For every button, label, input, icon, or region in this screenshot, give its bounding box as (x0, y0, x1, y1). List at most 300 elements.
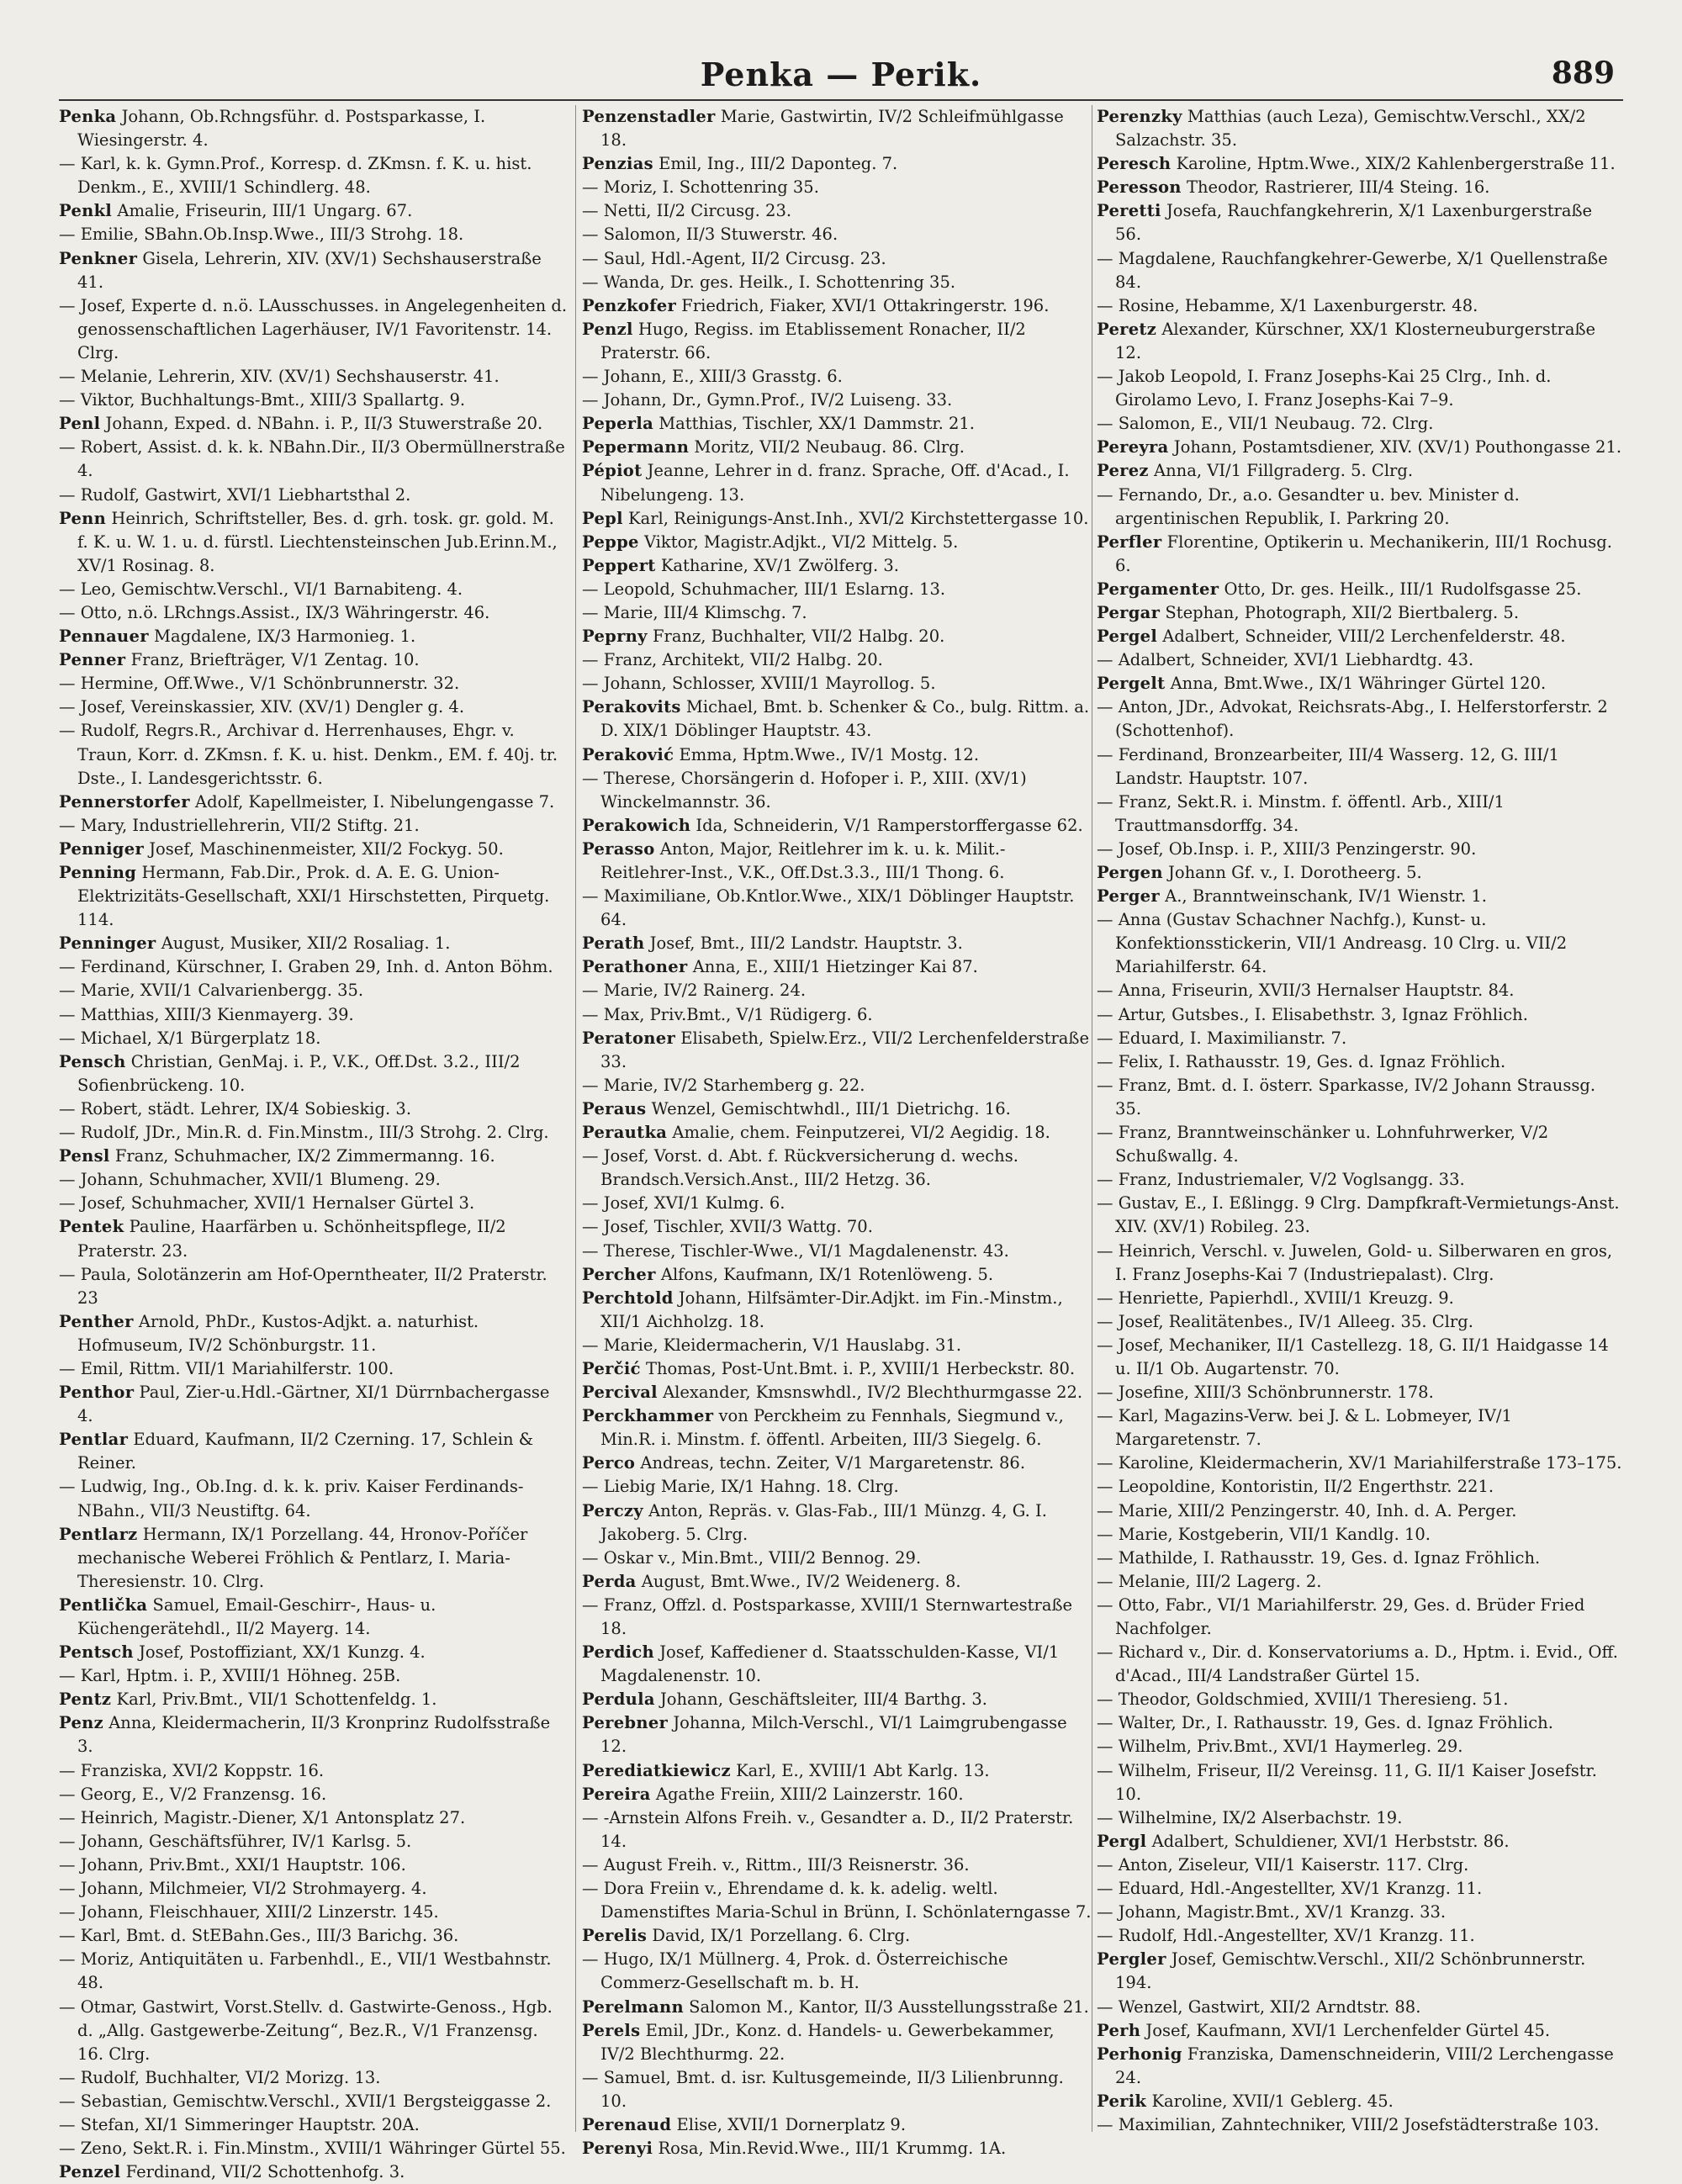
directory-entry (1097, 1381, 1623, 1404)
directory-entry (582, 672, 1092, 695)
directory-entry (59, 1688, 569, 1711)
directory-entry (582, 199, 1092, 223)
entry-text: — Leopold, Schuhmacher, III/1 Eslarng. 13. (582, 579, 946, 599)
page-title: Penka — Perik. (700, 56, 982, 93)
directory-entry (1097, 838, 1623, 861)
directory-entry (59, 365, 569, 389)
entry-text: — Josef, Experte d. n.ö. LAusschusses. in Angelegenheiten d. genossenschaftlichen Lagerhäuser, IV/1 Favoritenstr. 14. Clrg. (59, 295, 568, 362)
directory-entry (59, 932, 569, 955)
column-1 (59, 105, 569, 2182)
entry-text: Hermann, Fab.Dir., Prok. d. A. E. G. Union-Elektrizitäts-Gesellschaft, XXI/1 Hirschstetten, Pirquetg. 114. (77, 863, 550, 930)
entry-surname: Perhonig (1097, 2044, 1182, 2064)
directory-entry (59, 152, 569, 199)
entry-text: — Richard v., Dir. d. Konservatoriums a. D., Hptm. i. Evid., Off. d'Acad., III/4 Landstraßer Gürtel 15. (1097, 1642, 1618, 1686)
entry-text: — Saul, Hdl.-Agent, II/2 Circusg. 23. (582, 248, 886, 268)
directory-entry (59, 2137, 569, 2160)
entry-text: — Johann, Schlosser, XVIII/1 Mayrollog. 5. (582, 674, 936, 694)
entry-surname: Penzkofer (582, 295, 677, 315)
entry-text: Johanna, Milch-Verschl., VI/1 Laimgrubengasse 12. (600, 1713, 1067, 1757)
directory-entry (582, 247, 1092, 271)
entry-text: — Leo, Gemischtw.Verschl., VI/1 Barnabiteng. 4. (59, 579, 463, 599)
entry-surname: Pensch (59, 1051, 126, 1071)
directory-entry (59, 814, 569, 838)
entry-surname: Penkl (59, 201, 113, 221)
directory-entry (1097, 1688, 1623, 1711)
entry-surname: Perenaud (582, 2114, 672, 2134)
entry-surname: Peraus (582, 1098, 647, 1118)
entry-text: — Leopoldine, Kontoristin, II/2 Engerthstr. 221. (1097, 1477, 1494, 1497)
directory-entry (59, 1381, 569, 1428)
entry-text: — Sebastian, Gemischtw.Verschl., XVII/1 Bergsteiggasse 2. (59, 2091, 552, 2111)
entry-text: Alexander, Kmsnswhdl., IV/2 Blechthurmgasse 22. (663, 1383, 1083, 1403)
directory-entry (1097, 2043, 1623, 2090)
entry-text: Johann, Exped. d. NBahn. i. P., II/3 Stuwerstraße 20. (105, 414, 543, 434)
entry-text: — Gustav, E., I. Eßlingg. 9 Clrg. Dampfkraft-Vermietungs-Anst. XIV. (XV/1) Robileg. 23. (1097, 1193, 1620, 1237)
directory-entry (1097, 1523, 1623, 1547)
entry-surname: Penninger (59, 933, 156, 954)
entry-surname: Peraković (582, 744, 674, 764)
directory-entry (59, 1711, 569, 1758)
directory-entry (1097, 1310, 1623, 1334)
entry-surname: Perchtold (582, 1288, 674, 1308)
directory-entry (1097, 601, 1623, 625)
entry-text: Adalbert, Schuldiener, XVI/1 Herbststr. 86. (1151, 1831, 1510, 1851)
entry-surname: Penn (59, 508, 107, 528)
entry-surname: Perebner (582, 1713, 669, 1733)
directory-entry (582, 578, 1092, 601)
directory-entry (1097, 1074, 1623, 1121)
column-divider (575, 105, 576, 2132)
directory-entry (59, 2113, 569, 2137)
entry-text: — Josef, Realitätenbes., IV/1 Alleeg. 35. Clrg. (1097, 1311, 1473, 1331)
entry-text: — Therese, Tischler-Wwe., VI/1 Magdalenenstr. 43. (582, 1240, 1009, 1261)
entry-text: — Theodor, Goldschmied, XVIII/1 Theresieng. 51. (1097, 1690, 1509, 1710)
directory-entry (582, 554, 1092, 578)
entry-text: August, Musiker, XII/2 Rosaliag. 1. (161, 933, 451, 954)
directory-entry (1097, 1830, 1623, 1853)
entry-surname: Percher (582, 1264, 656, 1284)
directory-entry (582, 767, 1092, 814)
directory-entry (1097, 1853, 1623, 1877)
entry-surname: Perda (582, 1571, 637, 1591)
entry-text: Johann Gf. v., I. Dorotheerg. 5. (1168, 863, 1422, 882)
entry-text: Wenzel, Gemischtwhdl., III/1 Dietrichg. 16. (651, 1098, 1011, 1118)
entry-text: — Moriz, Antiquitäten u. Farbenhdl., E., VII/1 Westbahnstr. 48. (59, 1949, 552, 1993)
entry-text: — Zeno, Sekt.R. i. Fin.Minstm., XVIII/1 Währinger Gürtel 55. (59, 2139, 566, 2159)
entry-text: — Moriz, I. Schottenring 35. (582, 177, 819, 198)
entry-text: — Josef, Vorst. d. Abt. f. Rückversicherung d. wechs. Brandsch.Versich.Anst., III/2 Hetzg. 36. (582, 1146, 1018, 1190)
directory-entry (582, 979, 1092, 1002)
entry-text: Michael, Bmt. b. Schenker & Co., bulg. Rittm. a. D. XIX/1 Döblinger Hauptstr. 43. (600, 697, 1090, 741)
entry-text: — Johann, Priv.Bmt., XXI/1 Hauptstr. 106. (59, 1854, 406, 1875)
directory-entry (59, 1806, 569, 1830)
directory-entry (1097, 1240, 1623, 1287)
directory-entry (59, 294, 569, 365)
entry-surname: Pentsch (59, 1642, 134, 1663)
entry-surname: Pentlar (59, 1430, 129, 1450)
entry-text: — Wilhelm, Friseur, II/2 Vereinsg. 11, G. II/1 Kaiser Josefstr. 10. (1097, 1760, 1597, 1804)
entry-text: — Franziska, XVI/2 Koppstr. 16. (59, 1760, 325, 1780)
entry-text: — Wilhelm, Priv.Bmt., XVI/1 Haymerleg. 29. (1097, 1737, 1463, 1757)
directory-entry (582, 1759, 1092, 1783)
entry-text: — Franz, Industriemaler, V/2 Voglsangg. 33. (1097, 1170, 1465, 1190)
entry-surname: Pergl (1097, 1831, 1147, 1851)
directory-entry (59, 1003, 569, 1027)
directory-entry (1097, 484, 1623, 531)
entry-text: Alfons, Kaufmann, IX/1 Rotenlöweng. 5. (660, 1264, 994, 1284)
entry-text: Friedrich, Fiaker, XVI/1 Ottakringerstr. 196. (681, 295, 1050, 315)
entry-surname: Perger (1097, 886, 1160, 907)
directory-entry (59, 1168, 569, 1192)
entry-text: — Karl, Hptm. i. P., XVIII/1 Höhneg. 25B. (59, 1666, 401, 1686)
directory-entry (59, 223, 569, 246)
directory-entry (1097, 578, 1623, 601)
entry-text: Franz, Buchhalter, VII/2 Halbg. 20. (652, 627, 945, 647)
directory-entry (59, 105, 569, 152)
entry-text: Otto, Dr. ges. Heilk., III/1 Rudolfsgasse 25. (1224, 579, 1582, 599)
directory-entry (1097, 1735, 1623, 1758)
entry-text: Anton, Repräs. v. Glas-Fab., III/1 Münzg. 4, G. I. Jakoberg. 5. Clrg. (600, 1500, 1047, 1544)
entry-surname: Penthor (59, 1383, 135, 1403)
directory-entry (59, 1594, 569, 1641)
directory-entry (1097, 672, 1623, 695)
entry-text: Agathe Freiin, XIII/2 Lainzerstr. 160. (655, 1784, 964, 1804)
entry-surname: Pentlarz (59, 1524, 138, 1544)
directory-entry (582, 1287, 1092, 1334)
directory-entry (1097, 1003, 1623, 1027)
directory-entry (582, 436, 1092, 459)
directory-entry (59, 484, 569, 507)
entry-text: — Josef, Vereinskassier, XIV. (XV/1) Dengler g. 4. (59, 697, 465, 717)
entry-text: — Rosine, Hebamme, X/1 Laxenburgerstr. 48. (1097, 295, 1478, 315)
directory-entry (582, 1074, 1092, 1097)
directory-entry (59, 1475, 569, 1522)
entry-text: — Paula, Solotänzerin am Hof-Operntheater, II/2 Praterstr. 23 (59, 1264, 547, 1308)
entry-text: Matthias (auch Leza), Gemischtw.Verschl., XX/2 Salzachstr. 35. (1115, 107, 1586, 151)
entry-text: — Henriette, Papierhdl., XVIII/1 Kreuzg. 9. (1097, 1288, 1454, 1308)
directory-entry (59, 1759, 569, 1783)
entry-surname: Percival (582, 1383, 658, 1403)
entry-text: Karoline, XVII/1 Geblerg. 45. (1151, 2091, 1394, 2111)
directory-entry (59, 625, 569, 648)
entry-surname: Pergler (1097, 1949, 1166, 1970)
entry-text: — Melanie, III/2 Lagerg. 2. (1097, 1571, 1322, 1591)
directory-entry (1097, 1996, 1623, 2019)
entry-surname: Penner (59, 650, 126, 670)
directory-entry (582, 271, 1092, 294)
entry-text: — Johann, Geschäftsführer, IV/1 Karlsg. 5. (59, 1831, 412, 1851)
directory-entry (1097, 1121, 1623, 1168)
entry-text: Christian, GenMaj. i. P., V.K., Off.Dst. 3.2., III/2 Sofienbrückeng. 10. (77, 1051, 521, 1095)
entry-text: — Mathilde, I. Rathausstr. 19, Ges. d. Ignaz Fröhlich. (1097, 1547, 1541, 1568)
entry-text: — Salomon, E., VII/1 Neubaug. 72. Clrg. (1097, 414, 1434, 434)
entry-text: — Mary, Industriellehrerin, VII/2 Stiftg. 21. (59, 815, 420, 835)
directory-entry (1097, 1594, 1623, 1641)
directory-entry (59, 1097, 569, 1121)
entry-text: Samuel, Email-Geschirr-, Haus- u. Küchengerätehdl., II/2 Mayerg. 14. (77, 1594, 436, 1638)
directory-entry (582, 365, 1092, 389)
directory-entry (582, 1145, 1092, 1192)
entry-surname: Perfler (1097, 531, 1162, 552)
entry-text: Ferdinand, VII/2 Schottenhofg. 3. (125, 2162, 405, 2182)
entry-text: — August Freih. v., Rittm., III/3 Reisnerstr. 36. (582, 1854, 970, 1875)
directory-entry (582, 695, 1092, 743)
entry-text: Karl, Reinigungs-Anst.Inh., XVI/2 Kirchstettergasse 10. (628, 508, 1089, 528)
directory-entry (1097, 1901, 1623, 1924)
entry-text: — Eduard, Hdl.-Angestellter, XV/1 Kranzg. 11. (1097, 1879, 1483, 1899)
entry-text: — Franz, Branntweinschänker u. Lohnfuhrwerker, V/2 Schußwallg. 4. (1097, 1123, 1549, 1166)
directory-entry (582, 223, 1092, 246)
entry-text: Rosa, Min.Revid.Wwe., III/1 Krummg. 1A. (658, 2139, 1007, 2159)
entry-text: — Eduard, I. Maximilianstr. 7. (1097, 1028, 1347, 1048)
entry-surname: Penz (59, 1713, 103, 1733)
entry-text: — Franz, Offzl. d. Postsparkasse, XVIII/1 Sternwartestraße 18. (582, 1594, 1073, 1638)
column-2 (582, 105, 1092, 2159)
directory-entry (59, 2066, 569, 2090)
entry-text: Josef, Gemischtw.Verschl., XII/2 Schönbrunnerstr. 194. (1115, 1949, 1586, 1993)
entry-text: — Ferdinand, Kürschner, I. Graben 29, Inh. d. Anton Böhm. (59, 957, 553, 977)
directory-entry (59, 1050, 569, 1097)
entry-surname: Penl (59, 414, 101, 434)
entry-text: Stephan, Photograph, XII/2 Biertbalerg. 5. (1165, 602, 1520, 622)
entry-surname: Pennerstorfer (59, 791, 190, 812)
entry-text: — Artur, Gutsbes., I. Elisabethstr. 3, Ignaz Fröhlich. (1097, 1004, 1528, 1024)
directory-entry (1097, 1547, 1623, 1570)
entry-text: — Wilhelmine, IX/2 Alserbachstr. 19. (1097, 1807, 1403, 1827)
entry-surname: Perik (1097, 2091, 1147, 2111)
entry-text: Gisela, Lehrerin, XIV. (XV/1) Sechshauserstraße 41. (77, 248, 542, 292)
directory-entry (59, 955, 569, 979)
entry-surname: Perakowich (582, 815, 691, 835)
directory-entry (582, 1475, 1092, 1499)
entry-text: — Oskar v., Min.Bmt., VIII/2 Bennog. 29. (582, 1547, 922, 1568)
entry-surname: Peratoner (582, 1028, 676, 1048)
directory-entry (582, 294, 1092, 318)
entry-text: Anna, Bmt.Wwe., IX/1 Währinger Gürtel 120. (1170, 674, 1547, 694)
entry-text: Josef, Maschinenmeister, XII/2 Fockyg. 50. (149, 838, 504, 859)
directory-entry (582, 601, 1092, 625)
directory-entry (1097, 2113, 1623, 2137)
entry-surname: Peperla (582, 414, 654, 434)
entry-text: Josefa, Rauchfangkehrerin, X/1 Laxenburgerstraße 56. (1115, 201, 1593, 245)
entry-text: — Josef, Mechaniker, II/1 Castellezg. 18, G. II/1 Haidgasse 14 u. II/1 Ob. Augartenstr. 70. (1097, 1335, 1609, 1378)
entry-text: Anna, VI/1 Fillgraderg. 5. Clrg. (1154, 461, 1414, 481)
directory-entry (582, 389, 1092, 412)
directory-entry (59, 1357, 569, 1381)
entry-surname: Penniger (59, 838, 145, 859)
entry-surname: Pentek (59, 1217, 124, 1237)
directory-entry (1097, 531, 1623, 578)
directory-entry (582, 459, 1092, 506)
entry-text: — Johann, Schuhmacher, XVII/1 Blumeng. 29. (59, 1170, 441, 1190)
entry-surname: Pentlička (59, 1594, 148, 1615)
entry-text: — Otto, n.ö. LRchngs.Assist., IX/3 Währingerstr. 46. (59, 602, 490, 622)
entry-surname: Penning (59, 863, 137, 882)
directory-entry (59, 1783, 569, 1806)
directory-entry (1097, 1570, 1623, 1594)
entry-text: — Anton, JDr., Advokat, Reichsrats-Abg., I. Helferstorferstr. 2 (Schottenhof). (1097, 697, 1608, 741)
entry-text: — Michael, X/1 Bürgerplatz 18. (59, 1028, 321, 1048)
entry-text: Viktor, Magistr.Adjkt., VI/2 Mittelg. 5. (643, 531, 959, 552)
directory-entry (582, 105, 1092, 152)
entry-text: — Heinrich, Magistr.-Diener, X/1 Antonsplatz 27. (59, 1807, 466, 1827)
entry-surname: Pennauer (59, 627, 149, 647)
entry-surname: Perath (582, 933, 645, 954)
entry-text: David, IX/1 Porzellang. 6. Clrg. (652, 1926, 911, 1946)
directory-entry (582, 1853, 1092, 1877)
entry-text: von Perckheim zu Fennhals, Siegmund v., Min.R. i. Minstm. f. öffentl. Arbeiten, III/3 Siegelg. 6. (600, 1406, 1064, 1450)
directory-entry (582, 1641, 1092, 1688)
directory-entry (582, 1003, 1092, 1027)
entry-surname: Penzias (582, 154, 653, 174)
directory-entry (59, 1428, 569, 1475)
directory-entry (582, 1711, 1092, 1758)
directory-entry (582, 814, 1092, 838)
entry-text: — Anton, Ziseleur, VII/1 Kaiserstr. 117. Clrg. (1097, 1854, 1469, 1875)
entry-text: Emma, Hptm.Wwe., IV/1 Mostg. 12. (679, 744, 980, 764)
entry-text: — Marie, Kostgeberin, VII/1 Kandlg. 10. (1097, 1524, 1431, 1544)
entry-text: — Karl, k. k. Gymn.Prof., Korresp. d. ZKmsn. f. K. u. hist. Denkm., E., XVIII/1 Schindlerg. 48. (59, 154, 532, 198)
directory-entry (59, 861, 569, 932)
entry-text: Matthias, Tischler, XX/1 Dammstr. 21. (659, 414, 976, 434)
entry-surname: Peretti (1097, 201, 1161, 221)
directory-entry (59, 695, 569, 719)
entry-text: — Georg, E., V/2 Franzensg. 16. (59, 1784, 327, 1804)
directory-entry (582, 1215, 1092, 1239)
entry-text: — Marie, XIII/2 Penzingerstr. 40, Inh. d. A. Perger. (1097, 1500, 1517, 1520)
entry-text: Andreas, techn. Zeiter, V/1 Margaretenstr. 86. (640, 1453, 1026, 1473)
directory-entry (59, 979, 569, 1002)
directory-entry (59, 1853, 569, 1877)
entry-text: — Maximilian, Zahntechniker, VIII/2 Josefstädterstraße 103. (1097, 2114, 1600, 2134)
entry-text: Katharine, XV/1 Zwölferg. 3. (660, 555, 900, 575)
entry-text: Johann, Ob.Rchngsführ. d. Postsparkasse, I. Wiesingerstr. 4. (77, 107, 486, 151)
directory-entry (582, 625, 1092, 648)
directory-entry (582, 1097, 1092, 1121)
directory-entry (582, 885, 1092, 932)
entry-surname: Peppe (582, 531, 639, 552)
entry-text: Pauline, Haarfärben u. Schönheitspflege, II/2 Praterstr. 23. (77, 1217, 506, 1261)
entry-surname: Perh (1097, 2020, 1141, 2040)
entry-text: — Ludwig, Ing., Ob.Ing. d. k. k. priv. Kaiser Ferdinands-NBahn., VII/3 Neustiftg. 64. (59, 1477, 524, 1520)
entry-surname: Perasso (582, 838, 655, 859)
directory-entry (582, 2019, 1092, 2066)
entry-text: Elisabeth, Spielw.Erz., VII/2 Lerchenfelderstraße 33. (600, 1028, 1089, 1071)
entry-text: — Samuel, Bmt. d. isr. Kultusgemeinde, II/3 Lilienbrunng. 10. (582, 2067, 1064, 2111)
entry-text: — Wenzel, Gastwirt, XII/2 Arndtstr. 88. (1097, 1996, 1421, 2017)
directory-entry (582, 1357, 1092, 1381)
entry-surname: Perathoner (582, 957, 688, 977)
directory-entry (1097, 1192, 1623, 1239)
entry-text: Amalie, chem. Feinputzerei, VI/2 Aegidig. 18. (672, 1123, 1050, 1143)
entry-text: — Karoline, Kleidermacherin, XV/1 Mariahilferstraße 173–175. (1097, 1453, 1622, 1473)
entry-text: — Marie, XVII/1 Calvarienbergg. 35. (59, 981, 364, 1001)
entry-text: Josef, Bmt., III/2 Landstr. Hauptstr. 3. (649, 933, 963, 954)
directory-entry (59, 412, 569, 436)
directory-entry (582, 1192, 1092, 1215)
entry-text: — Rudolf, Regrs.R., Archivar d. Herrenhauses, Ehgr. v. Traun, Korr. d. ZKmsn. f. K. u. hist. Denkm., EM. f. 40j. tr. Dste., I. Landesgerichtsstr. 6. (59, 721, 558, 788)
directory-entry (582, 152, 1092, 176)
entry-text: Emil, JDr., Konz. d. Handels- u. Gewerbekammer, IV/2 Blechthurmg. 22. (600, 2020, 1055, 2064)
directory-entry (1097, 294, 1623, 318)
entry-text: Anna, Kleidermacherin, II/3 Kronprinz Rudolfsstraße 3. (77, 1713, 551, 1757)
directory-entry (1097, 1334, 1623, 1381)
directory-entry (59, 2090, 569, 2113)
entry-text: Josef, Postoffiziant, XX/1 Kunzg. 4. (139, 1642, 426, 1663)
directory-entry (1097, 1924, 1623, 1948)
entry-text: Johann, Geschäftsleiter, III/4 Barthg. 3. (659, 1690, 987, 1710)
entry-text: August, Bmt.Wwe., IV/2 Weidenerg. 8. (641, 1571, 961, 1591)
entry-surname: Perez (1097, 461, 1149, 481)
entry-text: Jeanne, Lehrer in d. franz. Sprache, Off. d'Acad., I. Nibelungeng. 13. (600, 461, 1070, 505)
entry-text: Franziska, Damenschneiderin, VIII/2 Lerchengasse 24. (1115, 2044, 1614, 2087)
entry-text: — Ferdinand, Bronzearbeiter, III/4 Wasserg. 12, G. III/1 Landstr. Hauptstr. 107. (1097, 744, 1559, 788)
directory-entry (1097, 648, 1623, 672)
entry-text: — Jakob Leopold, I. Franz Josephs-Kai 25 Clrg., Inh. d. Girolamo Levo, I. Franz Josephs-Kai 7–9. (1097, 367, 1552, 410)
entry-surname: Pergel (1097, 627, 1158, 647)
directory-entry (582, 648, 1092, 672)
directory-entry (1097, 791, 1623, 838)
directory-entry (1097, 1050, 1623, 1074)
entry-surname: Perco (582, 1453, 636, 1473)
entry-text: — Max, Priv.Bmt., V/1 Rüdigerg. 6. (582, 1004, 873, 1024)
entry-text: Karoline, Hptm.Wwe., XIX/2 Kahlenbergerstraße 11. (1176, 154, 1616, 174)
entry-text: Franz, Briefträger, V/1 Zentag. 10. (130, 650, 420, 670)
entry-text: — Marie, Kleidermacherin, V/1 Hauslabg. 31. (582, 1335, 962, 1355)
entry-text: — Johann, Dr., Gymn.Prof., IV/2 Luiseng. 33. (582, 390, 953, 410)
entry-text: — Josef, Schuhmacher, XVII/1 Hernalser Gürtel 3. (59, 1193, 475, 1214)
entry-surname: Perdula (582, 1690, 655, 1710)
directory-entry (1097, 2019, 1623, 2043)
entry-text: Franz, Schuhmacher, IX/2 Zimmermanng. 16. (114, 1146, 495, 1166)
entry-text: — Salomon, II/3 Stuwerstr. 46. (582, 225, 838, 245)
entry-surname: Perenyi (582, 2139, 653, 2159)
entry-text: — Anna, Friseurin, XVII/3 Hernalser Hauptstr. 84. (1097, 981, 1515, 1001)
entry-surname: Pépiot (582, 461, 643, 481)
entry-text: — Anna (Gustav Schachner Nachfg.), Kunst- u. Konfektionsstickerin, VII/1 Andreasg. 10 Clrg. u. VII/2 Mariahilferstr. 64. (1097, 910, 1568, 977)
entry-text: Josef, Kaufmann, XVI/1 Lerchenfelder Gürtel 45. (1145, 2020, 1551, 2040)
directory-entry (59, 507, 569, 578)
directory-entry (1097, 1404, 1623, 1452)
directory-entry (1097, 695, 1623, 743)
directory-entry (582, 838, 1092, 885)
directory-entry (582, 955, 1092, 979)
entry-surname: Pergelt (1097, 674, 1166, 694)
directory-entry (1097, 1641, 1623, 1688)
directory-entry (582, 2066, 1092, 2113)
entry-text: Johann, Postamtsdiener, XIV. (XV/1) Pouthongasse 21. (1173, 437, 1622, 457)
directory-entry (59, 1215, 569, 1262)
directory-entry (1097, 885, 1623, 908)
directory-entry (1097, 625, 1623, 648)
directory-entry (582, 1263, 1092, 1287)
entry-text: Anna, E., XIII/1 Hietzinger Kai 87. (692, 957, 978, 977)
directory-entry (1097, 1027, 1623, 1050)
entry-surname: Peprny (582, 627, 648, 647)
directory-entry (59, 1027, 569, 1050)
entry-text: — Josef, Ob.Insp. i. P., XIII/3 Penzingerstr. 90. (1097, 838, 1477, 859)
entry-text: — Matthias, XIII/3 Kienmayerg. 39. (59, 1004, 354, 1024)
entry-text: — Melanie, Lehrerin, XIV. (XV/1) Sechshauserstr. 41. (59, 367, 500, 387)
directory-entry (582, 2113, 1092, 2137)
directory-entry (59, 1664, 569, 1688)
directory-entry (1097, 247, 1623, 294)
directory-entry (1097, 1287, 1623, 1310)
directory-entry (582, 932, 1092, 955)
entry-text: — Emilie, SBahn.Ob.Insp.Wwe., III/3 Strohg. 18. (59, 225, 464, 245)
directory-entry (59, 648, 569, 672)
directory-entry (582, 1594, 1092, 1641)
